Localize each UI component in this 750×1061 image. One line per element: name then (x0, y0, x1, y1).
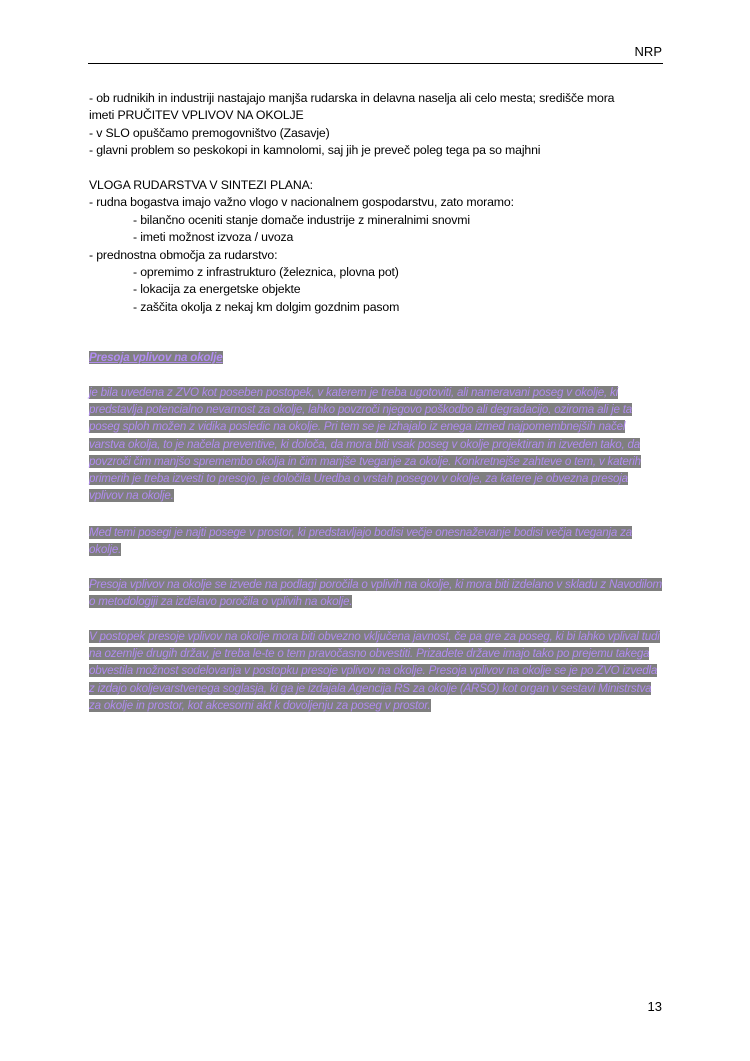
text-line: - v SLO opuščamo premogovništvo (Zasavje) (89, 125, 330, 140)
highlight-paragraph-1 (89, 384, 664, 504)
highlight-paragraph-4 (89, 628, 664, 714)
paragraph-text: Presoja vplivov na okolje se izvede na podlagi poročila o vplivih na okolje, ki mora biti izdelano v skladu z Navodilom o metodologiji za izdelavo poročila o vplivih na okolje. (89, 578, 662, 609)
indented-line: - bilančno oceniti stanje domače industrije z mineralnimi snovmi (133, 212, 470, 227)
highlight-title-block (89, 349, 664, 366)
paragraph-text: je bila uvedena z ZVO kot poseben postopek, v katerem je treba ugotoviti, ali nameravani poseg v okolje, ki predstavlja potencialno nevarnost za okolje, lahko povzroči njegovo poškodbo ali degradacijo, oziroma ali je ta poseg sploh možen z vidika posledic na okolje. Pri tem se je izhajalo iz enega izmed najpomembnejših načel varstva okolja, to je načela preventive, ki določa, da mora biti vsak poseg v okolje projektiran in izveden tako, da povzroči čim manjšo spremembo okolja in čim manjše tveganje za okolje. Konkretnejše zahteve o tem, v katerih primerih je treba izvesti to presojo, je določila Uredba o vrstah posegov v okolje, za katere je obvezna presoja vplivov na okolje. (89, 386, 641, 503)
text-line: - rudna bogastva imajo važno vlogo v nacionalnem gospodarstvu, zato moramo: (89, 195, 514, 210)
paragraph-text: Med temi posegi je najti posege v prostor, ki predstavljajo bodisi večje onesnaževanje bodisi večja tveganja za okolje. (89, 526, 633, 557)
section-title: Presoja vplivov na okolje (89, 351, 223, 364)
indented-line: - imeti možnost izvoza / uvoza (133, 230, 294, 245)
highlight-paragraph-3 (89, 576, 664, 610)
section-heading: VLOGA RUDARSTVA V SINTEZI PLANA: (89, 178, 313, 193)
text-line: - glavni problem so peskokopi in kamnolomi, saj jih je preveč poleg tega pa so majhni (89, 143, 541, 158)
body-text (89, 90, 664, 316)
indented-line: - lokacija za energetske objekte (133, 282, 301, 297)
indented-line: - zaščita okolja z nekaj km dolgim gozdnim pasom (133, 299, 400, 314)
text-line: - prednostna območja za rudarstvo: (89, 247, 278, 262)
indented-line: - opremimo z infrastrukturo (železnica, plovna pot) (133, 265, 399, 280)
highlight-paragraph-2 (89, 524, 664, 558)
paragraph-text: V postopek presoje vplivov na okolje mora biti obvezno vključena javnost, če pa gre za poseg, ki bi lahko vplival tudi na ozemlje drugih držav, je treba le-te o tem pravočasno obvestiti. Prizadete države imajo tako po prejemu takega obvestila možnost sodelovanja v postopku presoje vplivov na okolje. Presoja vplivov na okolje se je po ZVO izvedla z izdajo okoljevarstvenega soglasja, ki ga je izdajala Agencija RS za okolje (ARSO) kot organ v sestavi Ministrstva za okolje in prostor, kot akcesorni akt k dovoljenju za poseg v prostor. (89, 630, 660, 712)
text-line: imeti PRUČITEV VPLIVOV NA OKOLJE (89, 108, 304, 123)
text-line: - ob rudnikih in industriji nastajajo manjša rudarska in delavna naselja ali celo mesta; središče mora (89, 91, 615, 105)
running-header: NRP (634, 44, 662, 59)
header-rule (88, 63, 663, 64)
spacer (89, 160, 664, 177)
page-number: 13 (647, 999, 662, 1014)
